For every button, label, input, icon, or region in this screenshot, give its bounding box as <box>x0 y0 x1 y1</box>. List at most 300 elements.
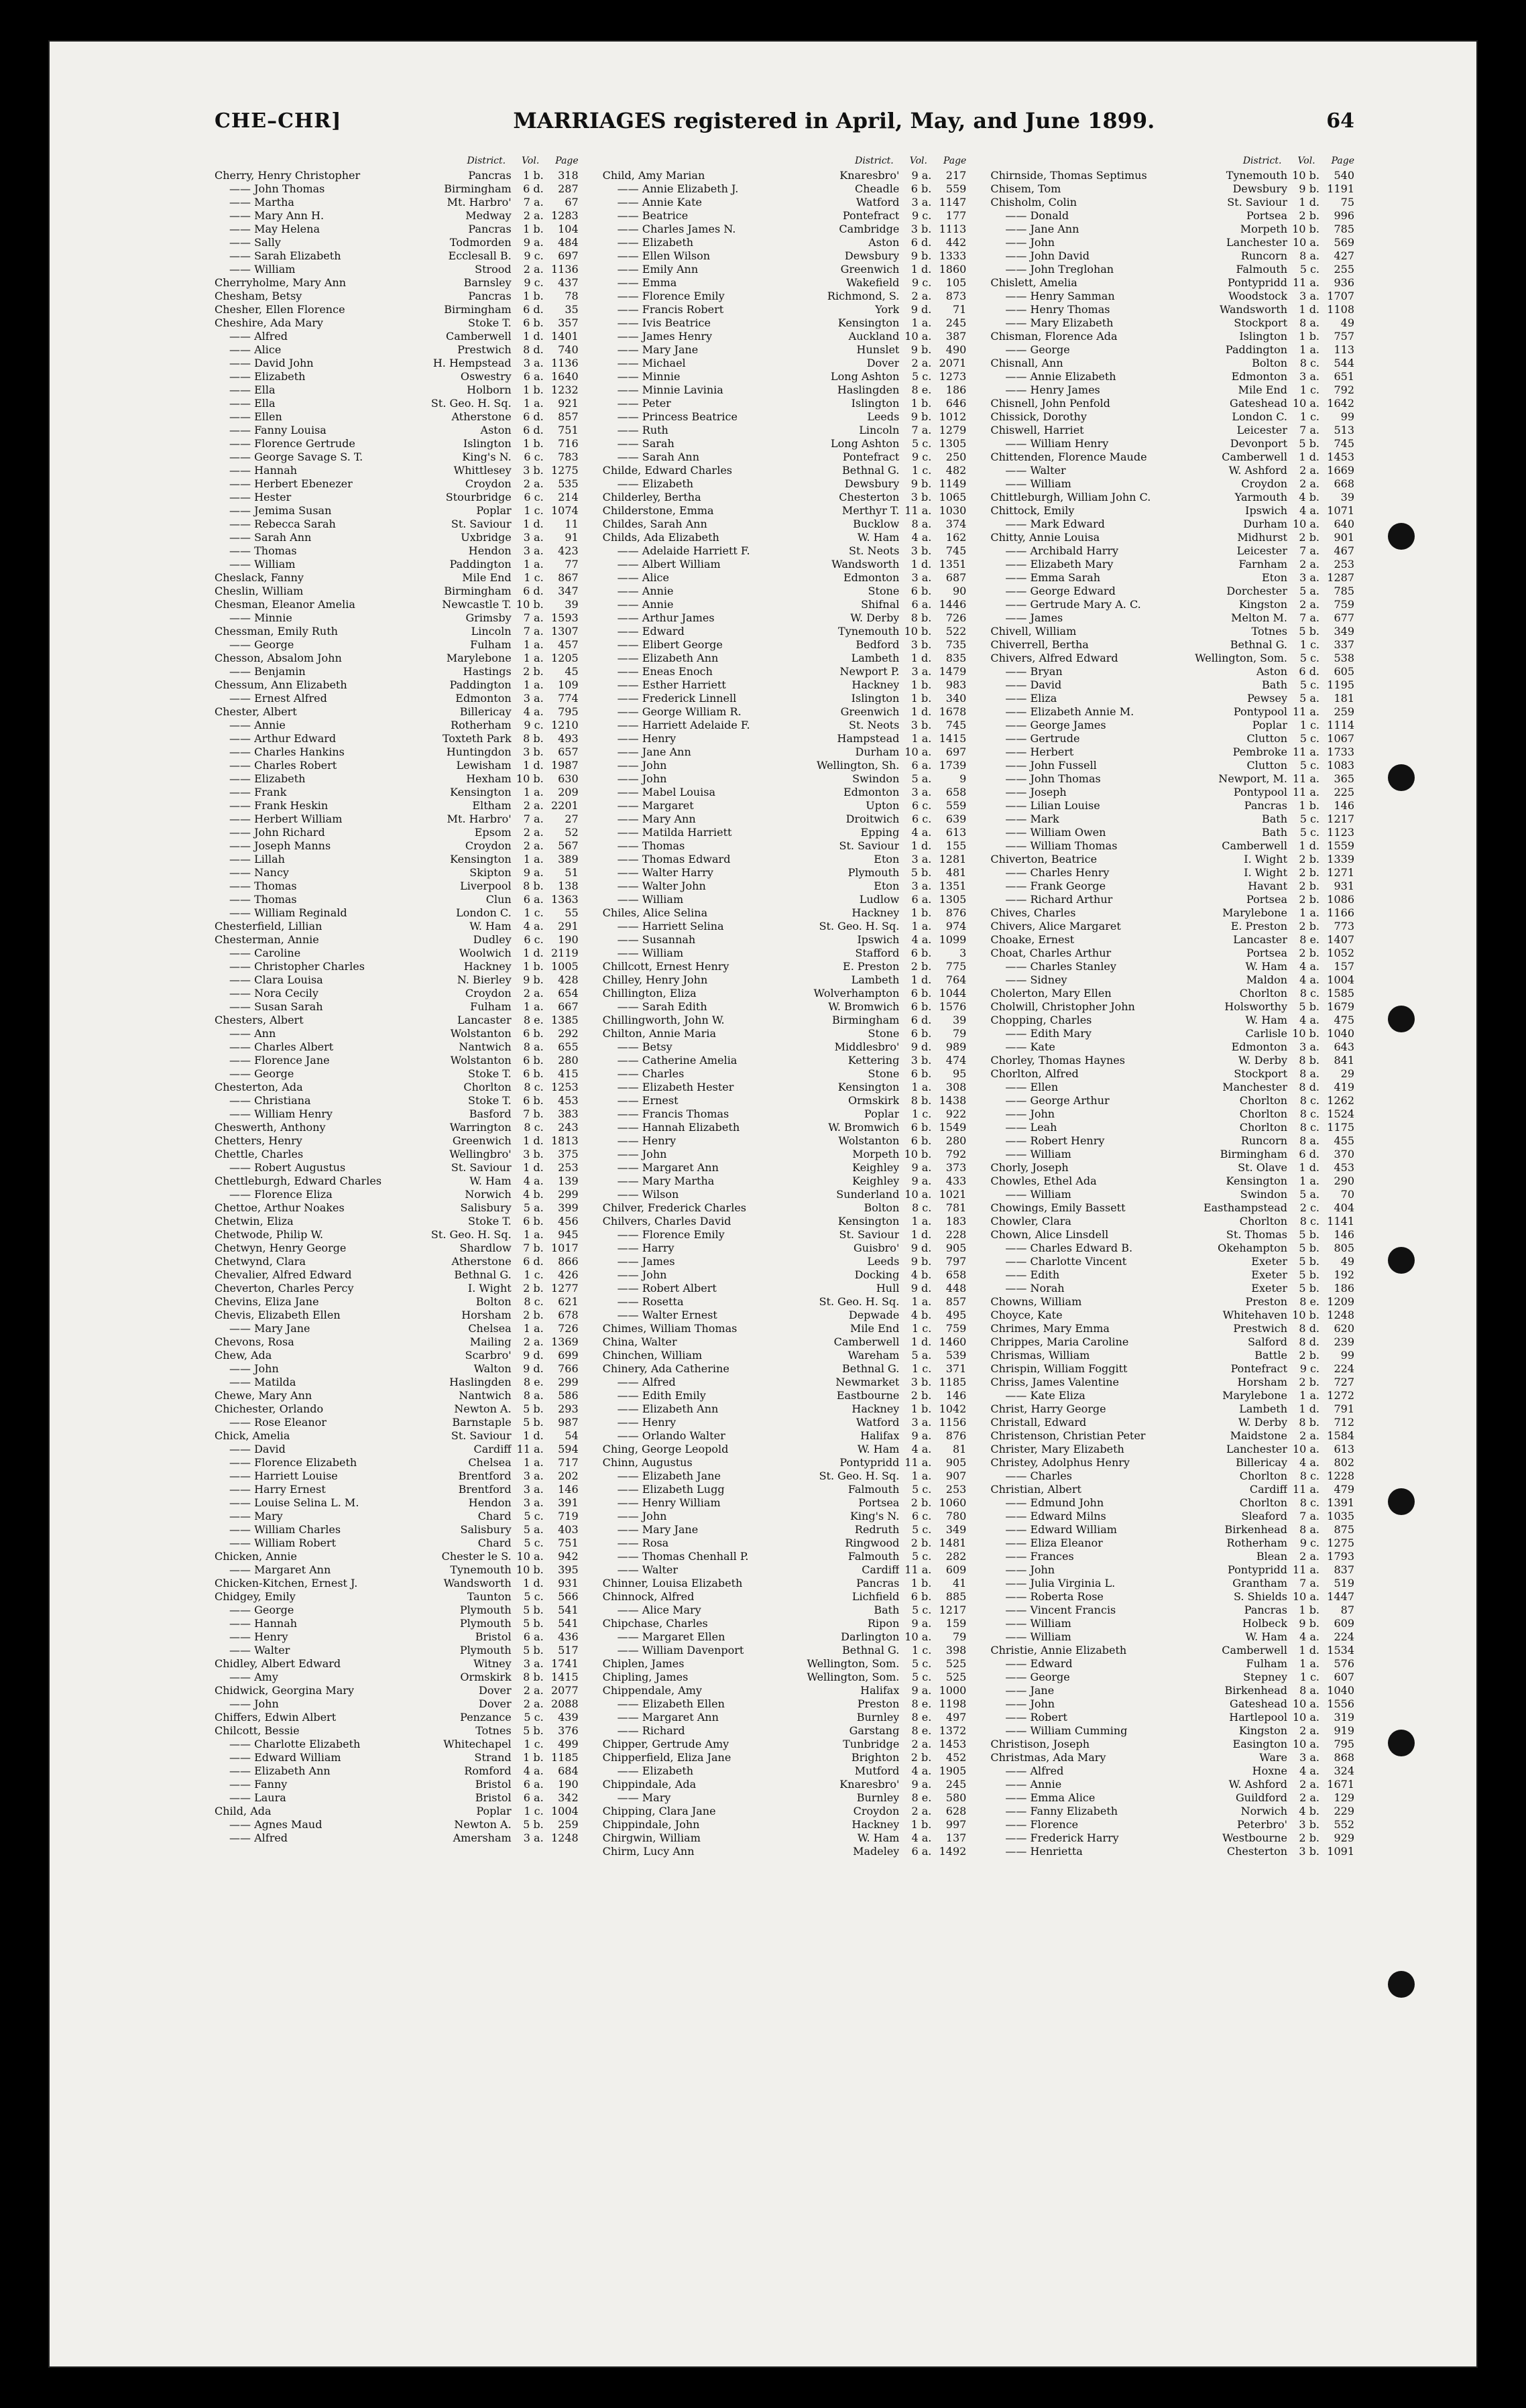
entry-name: Christmas, Ada Mary <box>990 1751 1106 1764</box>
entry-page: 190 <box>558 933 579 946</box>
entry-page: 1195 <box>1327 678 1355 691</box>
entry-district: Camberwell <box>833 1335 900 1348</box>
entry-name: Chevons, Rosa <box>215 1335 294 1348</box>
entry-district: Ipswich <box>857 933 900 946</box>
entry-volume: 3 a. <box>523 544 544 557</box>
entry-page: 1275 <box>1327 1537 1355 1549</box>
entry-volume: 1 d. <box>911 705 932 718</box>
entry-name: —— Florence Emily <box>603 1228 786 1242</box>
register-entry <box>215 1657 579 1671</box>
entry-name: —— Sarah Elizabeth <box>215 249 398 263</box>
entry-name: —— Henry James <box>990 383 1173 397</box>
entry-page: 27 <box>565 812 579 825</box>
register-entry <box>603 263 967 276</box>
entry-district: Fulham <box>470 638 512 651</box>
entry-volume: 11 a. <box>1292 745 1320 758</box>
entry-name: —— George <box>215 638 398 652</box>
entry-name: —— Walter John <box>603 880 786 893</box>
entry-page: 192 <box>1334 1268 1355 1281</box>
entry-page: 997 <box>945 1818 967 1831</box>
entry-page: 1283 <box>550 209 579 222</box>
entry-volume: 1 a. <box>911 1081 932 1093</box>
entry-volume: 6 a. <box>523 1630 544 1643</box>
entry-volume: 2 a. <box>911 357 932 369</box>
register-entry <box>990 1577 1354 1590</box>
entry-volume: 5 c. <box>1299 759 1320 772</box>
entry-volume: 10 b. <box>516 1563 544 1576</box>
entry-page: 35 <box>565 303 579 316</box>
register-entry <box>215 1510 579 1523</box>
entry-district: Dewsbury <box>844 477 900 490</box>
register-entry <box>603 1094 967 1107</box>
entry-volume: 6 b. <box>523 1215 544 1227</box>
entry-volume: 5 b. <box>1299 625 1320 638</box>
register-entry <box>215 1121 579 1134</box>
entry-district: Leicester <box>1236 424 1288 436</box>
register-entry <box>990 906 1354 920</box>
entry-name: —— Hannah <box>215 464 398 477</box>
entry-name: —— William Davenport <box>603 1644 786 1657</box>
entry-page: 1987 <box>550 759 579 772</box>
register-entry <box>215 987 579 1000</box>
entry-district: Romford <box>464 1764 512 1777</box>
entry-name: —— William <box>603 947 786 960</box>
register-entry <box>215 196 579 209</box>
entry-page: 745 <box>1334 437 1355 450</box>
entry-district: Knaresbro' <box>839 1778 900 1791</box>
entry-district: Edmonton <box>843 571 900 584</box>
entry-page: 1271 <box>1327 866 1355 879</box>
entry-name: —— Charles Stanley <box>990 960 1173 973</box>
entry-name: —— Jane Ann <box>990 223 1173 236</box>
entry-page: 181 <box>1334 692 1355 705</box>
entry-district: I. Wight <box>1244 866 1288 879</box>
entry-volume: 1 d. <box>523 759 544 772</box>
entry-page: 1707 <box>1327 290 1355 302</box>
entry-name: —— May Helena <box>215 223 398 236</box>
entry-name: —— Alfred <box>215 1831 398 1845</box>
entry-volume: 1 d. <box>523 947 544 959</box>
entry-district: Bath <box>1261 812 1288 825</box>
entry-district: Newton A. <box>454 1402 512 1415</box>
entry-volume: 6 c. <box>912 812 932 825</box>
entry-district: Camberwell <box>1222 450 1288 463</box>
entry-volume: 10 a. <box>1292 1590 1320 1603</box>
register-entry <box>990 182 1354 196</box>
register-entry <box>215 1443 579 1456</box>
entry-name: Christenson, Christian Peter <box>990 1429 1146 1442</box>
entry-name: Chirnside, Thomas Septimus <box>990 169 1147 182</box>
register-entry <box>603 437 967 450</box>
entry-district: Burnley <box>856 1791 900 1804</box>
register-entry <box>603 1134 967 1148</box>
entry-name: Child, Ada <box>215 1805 272 1817</box>
entry-volume: 10 b. <box>1292 1027 1320 1040</box>
entry-volume: 7 a. <box>1299 611 1320 624</box>
entry-page: 867 <box>558 571 579 584</box>
entry-page: 901 <box>1334 531 1355 544</box>
entry-district: Ludlow <box>859 893 900 906</box>
entry-name: —— Robert Albert <box>603 1282 786 1295</box>
entry-page: 1071 <box>1327 504 1355 517</box>
entry-page: 452 <box>945 1751 967 1764</box>
entry-district: Pontefract <box>1230 1362 1288 1375</box>
register-entry <box>990 880 1354 893</box>
entry-name: Christey, Adolphus Henry <box>990 1456 1130 1469</box>
register-entry <box>603 598 967 611</box>
entry-page: 1585 <box>1327 987 1355 1000</box>
entry-district: N. Bierley <box>457 973 512 986</box>
entry-district: Brentford <box>458 1469 512 1482</box>
entry-name: Chipling, James <box>602 1671 689 1683</box>
entry-page: 79 <box>952 1630 967 1643</box>
entry-district: Portsea <box>1246 209 1288 222</box>
entry-volume: 6 d. <box>1299 665 1320 678</box>
entry-district: Croydon <box>465 477 512 490</box>
entry-district: Stoke T. <box>467 1094 512 1107</box>
register-entry <box>603 1161 967 1175</box>
entry-page: 1556 <box>1327 1697 1355 1710</box>
register-entry <box>603 1362 967 1376</box>
entry-page: 541 <box>558 1604 579 1616</box>
entry-name: —— Herbert <box>990 745 1173 759</box>
entry-page: 39 <box>565 598 579 611</box>
entry-name: Cholerton, Mary Ellen <box>990 987 1112 1000</box>
entry-page: 95 <box>952 1067 967 1080</box>
entry-volume: 1 d. <box>523 518 544 530</box>
entry-page: 415 <box>558 1067 579 1080</box>
entry-volume: 5 b. <box>1299 1282 1320 1295</box>
entry-district: London C. <box>1232 410 1288 423</box>
register-entry <box>990 1644 1354 1657</box>
entry-district: Salisbury <box>460 1523 512 1536</box>
entry-name: Chicken-Kitchen, Ernest J. <box>215 1577 358 1589</box>
entry-name: —— Christopher Charles <box>215 960 398 973</box>
entry-district: Toxteth Park <box>442 732 512 745</box>
register-entry <box>215 772 579 786</box>
register-entry <box>603 1081 967 1094</box>
register-entry <box>603 1188 967 1201</box>
entry-name: —— Robert Augustus <box>215 1161 398 1175</box>
entry-district: Newport P. <box>839 665 900 678</box>
entry-district: Pontefract <box>842 450 900 463</box>
entry-volume: 9 d. <box>911 1242 932 1254</box>
register-entry <box>603 209 967 223</box>
entry-volume: 7 a. <box>911 424 932 436</box>
entry-name: —— Mary <box>215 1510 398 1523</box>
entry-name: —— Peter <box>603 397 786 410</box>
entry-volume: 2 a. <box>523 1684 544 1697</box>
entry-name: —— Hannah Elizabeth <box>603 1121 786 1134</box>
entry-volume: 7 a. <box>523 611 544 624</box>
entry-page: 371 <box>945 1362 967 1375</box>
register-entry <box>990 732 1354 745</box>
register-entry <box>215 1362 579 1376</box>
entry-page: 49 <box>1340 1255 1355 1268</box>
entry-name: —— Nancy <box>215 866 398 880</box>
entry-page: 51 <box>565 866 579 879</box>
entry-page: 1044 <box>939 987 967 1000</box>
entry-district: Madeley <box>853 1845 900 1858</box>
entry-name: Chisnall, Ann <box>990 357 1063 369</box>
register-entry <box>215 906 579 920</box>
register-entry <box>990 1215 1354 1228</box>
register-entry <box>990 464 1354 477</box>
register-entry <box>215 1456 579 1469</box>
entry-page: 1136 <box>550 263 579 276</box>
register-entry <box>990 1738 1354 1751</box>
entry-volume: 8 a. <box>911 518 932 530</box>
entry-district: Hendon <box>468 544 512 557</box>
entry-name: Chevins, Eliza Jane <box>215 1295 319 1308</box>
entry-page: 719 <box>558 1510 579 1522</box>
entry-volume: 9 c. <box>912 209 932 222</box>
entry-name: —— Gertrude <box>990 732 1173 745</box>
entry-page: 403 <box>558 1523 579 1536</box>
register-entry <box>990 1523 1354 1537</box>
entry-volume: 1 b. <box>523 1751 544 1764</box>
entry-district: Dover <box>479 1697 512 1710</box>
entry-volume: 8 b. <box>523 732 544 745</box>
entry-page: 1012 <box>939 410 967 423</box>
entry-volume: 3 b. <box>911 544 932 557</box>
entry-name: Chesher, Ellen Florence <box>215 303 345 316</box>
register-entry <box>603 1121 967 1134</box>
entry-page: 1559 <box>1327 839 1355 852</box>
entry-volume: 9 b. <box>911 249 932 262</box>
entry-page: 1035 <box>1327 1510 1355 1522</box>
entry-name: —— Margaret <box>603 799 786 812</box>
entry-name: Christall, Edward <box>990 1416 1087 1429</box>
register-entry <box>990 705 1354 719</box>
entry-page: 291 <box>558 920 579 932</box>
entry-district: Oswestry <box>460 370 512 383</box>
entry-name: —— Thomas <box>215 893 398 906</box>
register-entry <box>603 772 967 786</box>
entry-page: 1108 <box>1327 303 1355 316</box>
entry-page: 373 <box>945 1161 967 1174</box>
register-entry <box>990 1671 1354 1684</box>
entry-page: 1438 <box>939 1094 967 1107</box>
register-entry <box>215 1322 579 1335</box>
register-entry <box>990 504 1354 518</box>
entry-volume: 2 b. <box>1299 1349 1320 1362</box>
entry-district: Falmouth <box>847 1550 900 1563</box>
entry-page: 287 <box>558 182 579 195</box>
entry-district: Ware <box>1259 1751 1288 1764</box>
register-entry <box>603 719 967 732</box>
register-entry <box>603 1657 967 1671</box>
register-entry <box>603 705 967 719</box>
entry-district: Greenwich <box>840 263 900 276</box>
entry-volume: 6 b. <box>911 1121 932 1134</box>
entry-name: Chrispin, William Foggitt <box>990 1362 1128 1375</box>
entry-district: W. Derby <box>850 611 900 624</box>
entry-district: Islington <box>851 397 900 410</box>
entry-page: 552 <box>1334 1818 1355 1831</box>
entry-volume: 1 b. <box>1299 799 1320 812</box>
entry-district: Mile End <box>1238 383 1288 396</box>
entry-page: 1739 <box>939 759 967 772</box>
entry-district: Wakefield <box>846 276 900 289</box>
register-entry <box>990 893 1354 906</box>
entry-district: Camberwell <box>1222 1644 1288 1657</box>
entry-district: Basford <box>469 1107 512 1120</box>
register-entry <box>603 1711 967 1724</box>
register-entry <box>215 1295 579 1309</box>
entry-volume: 6 b. <box>911 1590 932 1603</box>
register-entry <box>990 1268 1354 1282</box>
entry-name: —— Minnie Lavinia <box>603 383 786 397</box>
entry-district: St. Geo. H. Sq. <box>819 1469 900 1482</box>
entry-name: Chinn, Augustus <box>602 1456 693 1469</box>
entry-name: —— Beatrice <box>603 209 786 223</box>
entry-page: 835 <box>945 652 967 664</box>
entry-volume: 5 c. <box>1299 652 1320 664</box>
register-entry <box>215 1684 579 1697</box>
entry-volume: 9 b. <box>1299 1617 1320 1630</box>
entry-name: Chiswell, Harriet <box>990 424 1084 436</box>
entry-page: 1479 <box>939 665 967 678</box>
entry-district: Atherstone <box>451 1255 512 1268</box>
entry-volume: 7 b. <box>523 1107 544 1120</box>
register-entry <box>603 1201 967 1215</box>
entry-district: Chelsea <box>468 1322 512 1335</box>
entry-page: 931 <box>558 1577 579 1589</box>
entry-page: 398 <box>945 1644 967 1657</box>
entry-district: Guisbro' <box>854 1242 900 1254</box>
register-entry <box>603 759 967 772</box>
entry-name: Cheslin, William <box>215 585 304 597</box>
entry-volume: 10 a. <box>904 330 932 343</box>
entry-name: —— Matilda <box>215 1376 398 1389</box>
entry-name: —— Edmund John <box>990 1496 1173 1510</box>
entry-district: Skipton <box>469 866 512 879</box>
entry-district: Portsea <box>1246 893 1288 906</box>
entry-name: —— Albert William <box>603 558 786 571</box>
entry-name: —— Leah <box>990 1121 1173 1134</box>
register-entry <box>990 652 1354 665</box>
entry-volume: 6 d. <box>523 585 544 597</box>
register-entry <box>990 853 1354 866</box>
entry-page: 282 <box>945 1550 967 1563</box>
entry-page: 974 <box>945 920 967 932</box>
entry-volume: 3 a. <box>1299 571 1320 584</box>
register-entry <box>215 732 579 745</box>
register-entry <box>215 947 579 960</box>
entry-district: Marylebone <box>446 652 512 664</box>
entry-page: 342 <box>558 1791 579 1804</box>
entry-name: Chirm, Lucy Ann <box>602 1845 695 1858</box>
register-entry <box>990 1309 1354 1322</box>
register-entry <box>603 477 967 491</box>
entry-district: I. Wight <box>1244 853 1288 865</box>
register-entry <box>990 1818 1354 1831</box>
entry-name: Choyce, Kate <box>990 1309 1063 1321</box>
entry-name: Christison, Joseph <box>990 1738 1090 1750</box>
entry-name: —— John Richard <box>215 826 398 839</box>
entry-district: Preston <box>857 1697 900 1710</box>
entry-name: —— John Thomas <box>215 182 398 196</box>
entry-page: 857 <box>558 410 579 423</box>
entry-name: —— Ella <box>215 383 398 397</box>
entry-district: Plymouth <box>847 866 900 879</box>
column-heading: District. Vol. Page <box>1242 156 1355 166</box>
entry-name: —— Mary Jane <box>603 1523 786 1537</box>
register-entry <box>215 1175 579 1188</box>
register-entry <box>990 544 1354 558</box>
entry-name: —— Charles Henry <box>990 866 1173 880</box>
entry-page: 340 <box>945 692 967 705</box>
entry-district: Mile End <box>462 571 512 584</box>
entry-name: —— Mary <box>603 1791 786 1805</box>
entry-name: Chriss, James Valentine <box>990 1376 1119 1388</box>
register-entry <box>990 223 1354 236</box>
entry-district: Stoke T. <box>467 1067 512 1080</box>
entry-page: 613 <box>1334 1443 1355 1455</box>
entry-name: —— Elizabeth Ann <box>603 1402 786 1416</box>
entry-page: 620 <box>1334 1322 1355 1335</box>
entry-volume: 4 a. <box>1299 1456 1320 1469</box>
register-entry <box>603 1751 967 1764</box>
entry-district: Norwich <box>465 1188 512 1201</box>
register-entry <box>990 383 1354 397</box>
entry-name: —— Edith Emily <box>603 1389 786 1402</box>
entry-name: —— John <box>603 772 786 786</box>
entry-district: Rotherham <box>451 719 512 731</box>
entry-page: 866 <box>558 1255 579 1268</box>
entry-district: Chesterton <box>839 491 900 503</box>
entry-page: 428 <box>558 973 579 986</box>
entry-district: Lincoln <box>471 625 512 638</box>
entry-page: 99 <box>1340 1349 1355 1362</box>
entry-volume: 1 b. <box>911 678 932 691</box>
register-entry <box>215 1537 579 1550</box>
entry-volume: 2 b. <box>1299 947 1320 959</box>
entry-volume: 4 a. <box>523 1764 544 1777</box>
entry-page: 517 <box>558 1644 579 1657</box>
entry-name: Chetwyn, Henry George <box>215 1242 347 1254</box>
entry-district: Swindon <box>852 772 900 785</box>
entry-page: 391 <box>558 1496 579 1509</box>
entry-volume: 4 a. <box>1299 504 1320 517</box>
entry-volume: 2 b. <box>523 665 544 678</box>
entry-volume: 5 a. <box>911 772 932 785</box>
entry-volume: 1 b. <box>911 397 932 410</box>
entry-volume: 6 b. <box>523 1027 544 1040</box>
entry-name: —— Harriett Selina <box>603 920 786 933</box>
entry-district: Darlington <box>841 1630 900 1643</box>
register-entry <box>990 1429 1354 1443</box>
register-entry <box>603 1322 967 1335</box>
register-entry <box>603 1027 967 1040</box>
entry-district: W. Ham <box>857 531 900 544</box>
register-entry <box>215 665 579 678</box>
entry-volume: 6 b. <box>911 1000 932 1013</box>
register-entry <box>990 1161 1354 1175</box>
entry-name: —— Florence Gertrude <box>215 437 398 450</box>
entry-page: 989 <box>945 1040 967 1053</box>
entry-page: 426 <box>558 1268 579 1281</box>
entry-name: Chilver, Frederick Charles <box>602 1201 746 1214</box>
entry-volume: 8 a. <box>1299 1067 1320 1080</box>
entry-district: Prestwich <box>457 343 512 356</box>
entry-district: Wandsworth <box>831 558 900 570</box>
binding-hole-icon <box>1388 1247 1415 1274</box>
entry-page: 433 <box>945 1175 967 1187</box>
entry-district: Epsom <box>474 826 512 839</box>
entry-page: 253 <box>945 1483 967 1496</box>
